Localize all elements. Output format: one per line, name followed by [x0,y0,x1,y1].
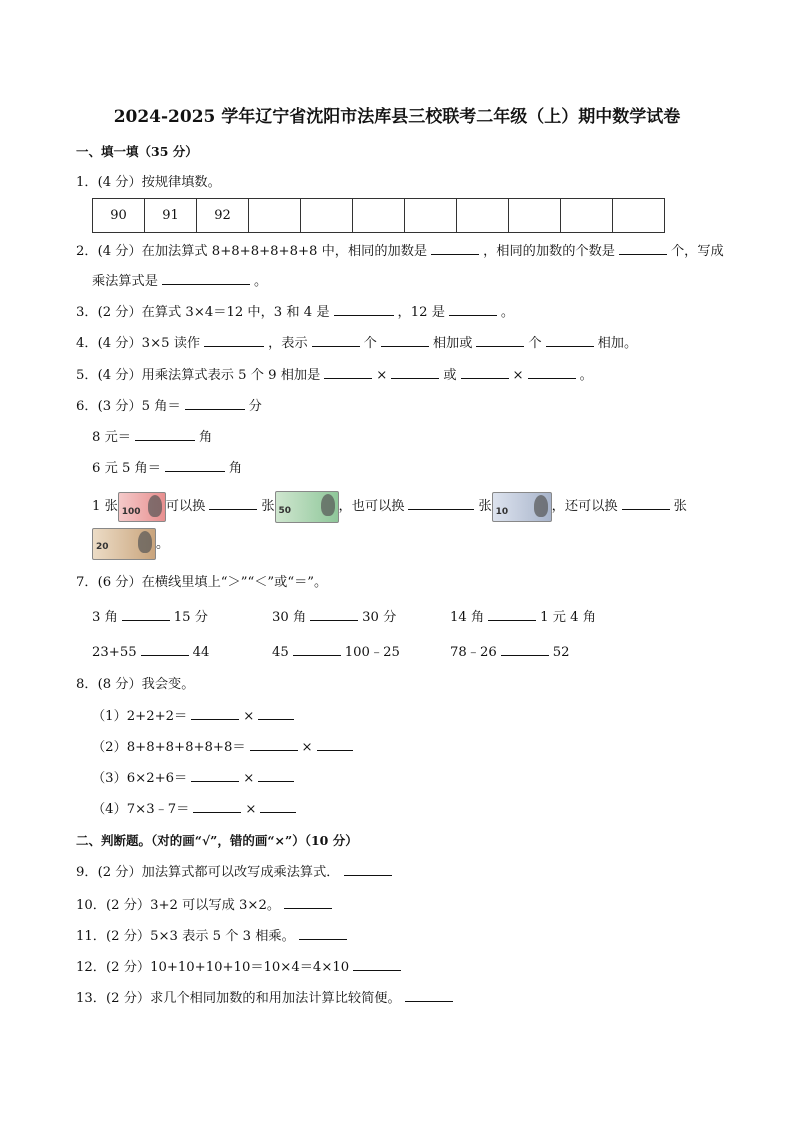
answer-blank[interactable] [546,334,594,347]
question-5: 5．(4 分）用乘法算式表示 5 个 9 相加是 × 或 × 。 [76,368,593,383]
answer-blank[interactable] [488,608,536,621]
question-9: 9．(2 分）加法算式都可以改写成乘法算式． [76,863,396,882]
answer-blank[interactable] [476,334,524,347]
question-13: 13．(2 分）求几个相同加数的和用加法计算比较简便。 [76,989,457,1008]
answer-blank[interactable] [209,497,257,510]
answer-blank[interactable] [405,989,453,1002]
sequence-cell[interactable] [249,199,301,233]
question-11: 11．(2 分）5×3 表示 5 个 3 相乘。 [76,927,351,946]
answer-blank[interactable] [122,608,170,621]
answer-blank[interactable] [258,707,294,720]
answer-blank[interactable] [461,366,509,379]
section-heading-fill: 一、填一填（35 分） [76,144,198,159]
answer-blank[interactable] [193,800,241,813]
answer-blank[interactable] [391,366,439,379]
question-7: 7．(6 分）在横线里填上“＞”“＜”或“＝”。 [76,575,328,590]
answer-blank[interactable] [191,769,239,782]
answer-blank[interactable] [141,643,189,656]
sequence-cell[interactable] [613,199,665,233]
question-10: 10．(2 分）3+2 可以写成 3×2。 [76,896,336,915]
question-12: 12．(2 分）10+10+10+10＝10×4＝4×10 [76,958,405,977]
answer-blank[interactable] [204,334,264,347]
question-3: 3．(2 分）在算式 3×4＝12 中，3 和 4 是 ，12 是 。 [76,305,515,320]
question-2: 2．(4 分）在加法算式 8+8+8+8+8+8 中，相同的加数是 ，相同的加数的个数是 个，写成 [76,244,724,259]
banknote-10-image: 10 [492,492,552,522]
answer-blank[interactable] [312,334,360,347]
answer-blank[interactable] [324,366,372,379]
sequence-cell[interactable] [353,199,405,233]
sequence-cell[interactable] [561,199,613,233]
answer-blank[interactable] [135,428,195,441]
sequence-cell: 91 [145,199,197,233]
answer-blank[interactable] [191,707,239,720]
number-sequence-table [92,198,665,233]
answer-blank[interactable] [408,497,474,510]
answer-blank[interactable] [165,459,225,472]
question-6: 6．(3 分）5 角＝ 分 [76,399,262,414]
sequence-cell[interactable] [405,199,457,233]
answer-blank[interactable] [162,272,250,285]
question-8-item: （3）6×2+6＝ × [92,769,298,788]
question-6-line4: 1 张 100 可以换 张 50 ，也可以换 张 10 ，还可以换 张 [92,490,687,524]
question-8-item: （2）8+8+8+8+8+8＝ × [92,738,357,757]
answer-blank[interactable] [528,366,576,379]
answer-blank[interactable] [622,497,670,510]
question-8-item: （4）7×3﹣7＝ × [92,800,300,819]
answer-blank[interactable] [250,738,298,751]
question-8-item: （1）2+2+2＝ × [92,707,298,726]
sequence-cell[interactable] [301,199,353,233]
answer-blank[interactable] [310,608,358,621]
answer-blank[interactable] [449,303,497,316]
sequence-cell[interactable] [509,199,561,233]
answer-blank[interactable] [381,334,429,347]
answer-blank[interactable] [344,863,392,876]
question-2-cont: 乘法算式是 。 [92,274,268,289]
answer-blank[interactable] [293,643,341,656]
banknote-100-image: 100 [118,492,166,522]
question-6-line2: 8 元＝ 角 [92,430,213,445]
answer-blank[interactable] [353,958,401,971]
page-title: 2024-2025 学年辽宁省沈阳市法库县三校联考二年级（上）期中数学试卷 [113,107,681,127]
question-6-line5: 20 。 [92,528,169,561]
answer-blank[interactable] [317,738,353,751]
question-6-line3: 6 元 5 角＝ 角 [92,461,243,476]
sequence-cell[interactable] [457,199,509,233]
answer-blank[interactable] [501,643,549,656]
sequence-cell: 92 [197,199,249,233]
answer-blank[interactable] [185,397,245,410]
banknote-50-image: 50 [275,491,339,523]
answer-blank[interactable] [619,242,667,255]
answer-blank[interactable] [431,242,479,255]
question-4: 4．(4 分）3×5 读作 ，表示 个 相加或 个 相加。 [76,336,638,351]
question-8: 8．(8 分）我会变。 [76,677,195,692]
answer-blank[interactable] [284,896,332,909]
banknote-20-image: 20 [92,528,156,560]
sequence-cell: 90 [93,199,145,233]
answer-blank[interactable] [258,769,294,782]
question-1: 1．(4 分）按规律填数。 [76,175,221,190]
answer-blank[interactable] [260,800,296,813]
answer-blank[interactable] [299,927,347,940]
section-heading-judge: 二、判断题。（对的画“√”，错的画“×”）（10 分） [76,833,358,848]
answer-blank[interactable] [334,303,394,316]
